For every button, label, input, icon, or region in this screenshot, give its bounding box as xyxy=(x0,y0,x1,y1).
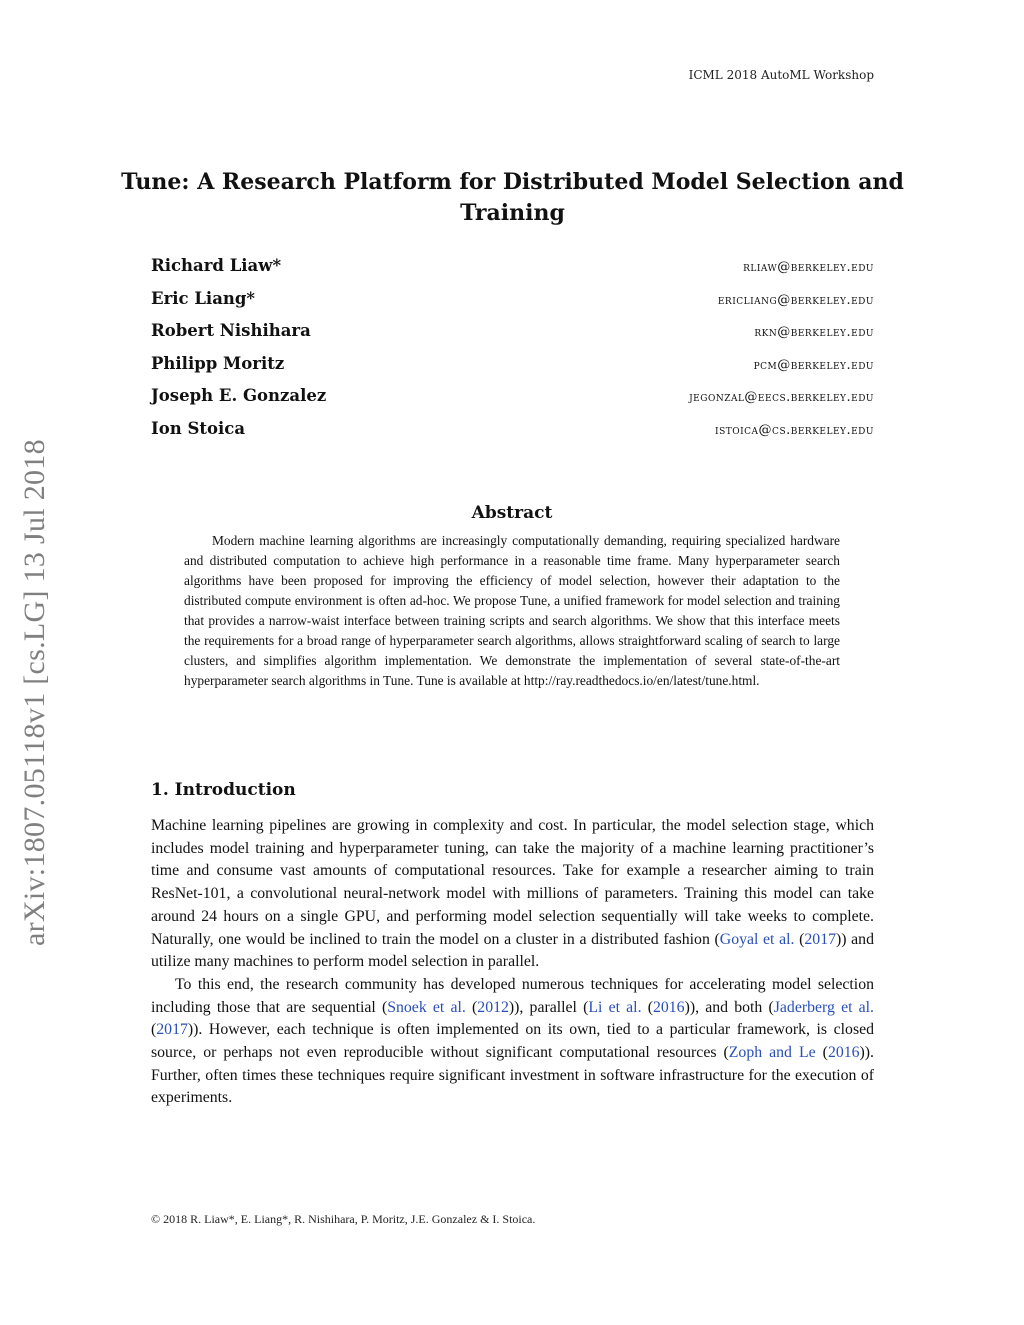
citation-link[interactable]: Jaderberg et al. xyxy=(773,998,874,1016)
author-name: Ion Stoica xyxy=(151,418,246,438)
arxiv-identifier-stamp: arXiv:1807.05118v1 [cs.LG] 13 Jul 2018 xyxy=(18,439,51,946)
citation-year-link[interactable]: 2012 xyxy=(477,998,509,1016)
author-email: pcm@berkeley.edu xyxy=(753,357,874,373)
paragraph-text: ), and both ( xyxy=(689,998,774,1016)
paper-title: Tune: A Research Platform for Distributed Model Selection and Training xyxy=(121,169,904,226)
paragraph-text: ), parallel ( xyxy=(514,998,589,1016)
abstract-heading: Abstract xyxy=(471,503,553,523)
paragraph-text: Machine learning pipelines are growing in complexity and cost. In particular, the model selection stage, which includes model training and hyperparameter tuning, can take the majority of a machine learning practitioner’s time and consume vast amounts of computational resources. Take for example a researcher aiming to train ResNet-101, a convolutional neural-network model with millions of parameters. Training this model can take around 24 hours on a single GPU, and performing model selection sequentially will take weeks to complete. Naturally, one would be inclined to train the model on a cluster in a distributed fashion ( xyxy=(151,817,874,948)
paragraph-text: ). Further, often times these techniques require significant investment in software infrastructure for the execution of experiments. xyxy=(151,1044,875,1107)
author-name: Eric Liang* xyxy=(151,288,256,308)
author-name: Richard Liaw* xyxy=(151,256,282,275)
author-email: ericliang@berkeley.edu xyxy=(717,292,874,308)
citation-year-link[interactable]: 2017 xyxy=(156,1021,188,1039)
author-name: Joseph E. Gonzalez xyxy=(151,386,327,405)
author-row xyxy=(151,354,874,387)
citation-year-link[interactable]: 2017 xyxy=(804,930,836,948)
citation-link[interactable]: Snoek et al. xyxy=(387,998,466,1016)
author-row xyxy=(151,256,874,289)
author-row xyxy=(151,386,874,419)
abstract-text: Modern machine learning algorithms are increasingly computationally demanding, requiring specialized hardware and distributed computation to achieve high performance in a reasonable time frame. Many hyperparameter search algorithms have been proposed for improving the efficiency of model selection, however their adaptation to the distributed compute environment is often ad-hoc. We propose Tune, a unified framework for model selection and training that provides a narrow-waist interface between training scripts and search algorithms. We show that this interface meets the requirements for a broad range of hyperparameter search algorithms, allows straightforward scaling of search to large clusters, and simplifies algorithm implementation. We demonstrate the implementation of several state-of-the-art hyperparameter search algorithms in Tune. Tune is available at http://ray.readthedocs.io/en/latest/tune.html. xyxy=(184,533,840,688)
author-row xyxy=(151,321,874,354)
author-email: rkn@berkeley.edu xyxy=(754,325,874,340)
copyright-footer: © 2018 R. Liaw*, E. Liang*, R. Nishihara, P. Moritz, J.E. Gonzalez & I. Stoica. xyxy=(151,1212,536,1226)
author-name: Philipp Moritz xyxy=(151,353,285,373)
paragraph-text: ). However, each technique is often implemented on its own, tied to a particular framework, is closed source, or perhaps not even reproducible without significant computational resources ( xyxy=(151,1021,874,1062)
author-email: rliaw@berkeley.edu xyxy=(743,260,874,275)
author-row xyxy=(151,419,874,452)
intro-paragraph: To this end, the research community has developed numerous techniques for accelerating model selection including those that are sequential (Snoek et al. (2012)), parallel (Li et al. (2016)), and both (Jaderberg et al. (2017)). However, each technique is often implemented on its own, tied to a particular framework, is closed source, or perhaps not even reproducible without significant computational resources (Zoph and Le (2016)). Further, often times these techniques require significant investment in software infrastructure for the execution of experiments. xyxy=(151,975,875,1107)
paragraph-text: ) and utilize many machines to perform model selection in parallel. xyxy=(151,930,874,971)
author-email: jegonzal@eecs.berkeley.edu xyxy=(689,390,874,405)
author-name: Robert Nishihara xyxy=(151,321,311,340)
citation-year-link[interactable]: 2016 xyxy=(652,998,685,1016)
author-list xyxy=(151,256,874,451)
intro-paragraph: Machine learning pipelines are growing in complexity and cost. In particular, the model selection stage, which includes model training and hyperparameter tuning, can take the majority of a machine learning practitioner’s time and consume vast amounts of computational resources. Take for example a researcher aiming to train ResNet-101, a convolutional neural-network model with millions of parameters. Training this model can take around 24 hours on a single GPU, and performing model selection sequentially will take weeks to complete. Naturally, one would be inclined to train the model on a cluster in a distributed fashion (Goyal et al. (2017)) and utilize many machines to perform model selection in parallel. xyxy=(151,817,874,971)
citation-link[interactable]: Li et al. xyxy=(588,998,642,1016)
citation-link[interactable]: Goyal et al. xyxy=(719,930,795,948)
citation-link[interactable]: Zoph and Le xyxy=(728,1044,816,1062)
citation-year-link[interactable]: 2016 xyxy=(827,1044,860,1062)
venue-header: ICML 2018 AutoML Workshop xyxy=(688,68,874,82)
introduction-body xyxy=(151,815,874,1110)
author-email: istoica@cs.berkeley.edu xyxy=(715,422,874,438)
introduction-heading: 1. Introduction xyxy=(151,780,296,800)
paragraph-text: To this end, the research community has developed numerous techniques for accelerating model selection including those that are sequential ( xyxy=(151,975,874,1016)
author-row xyxy=(151,289,874,322)
